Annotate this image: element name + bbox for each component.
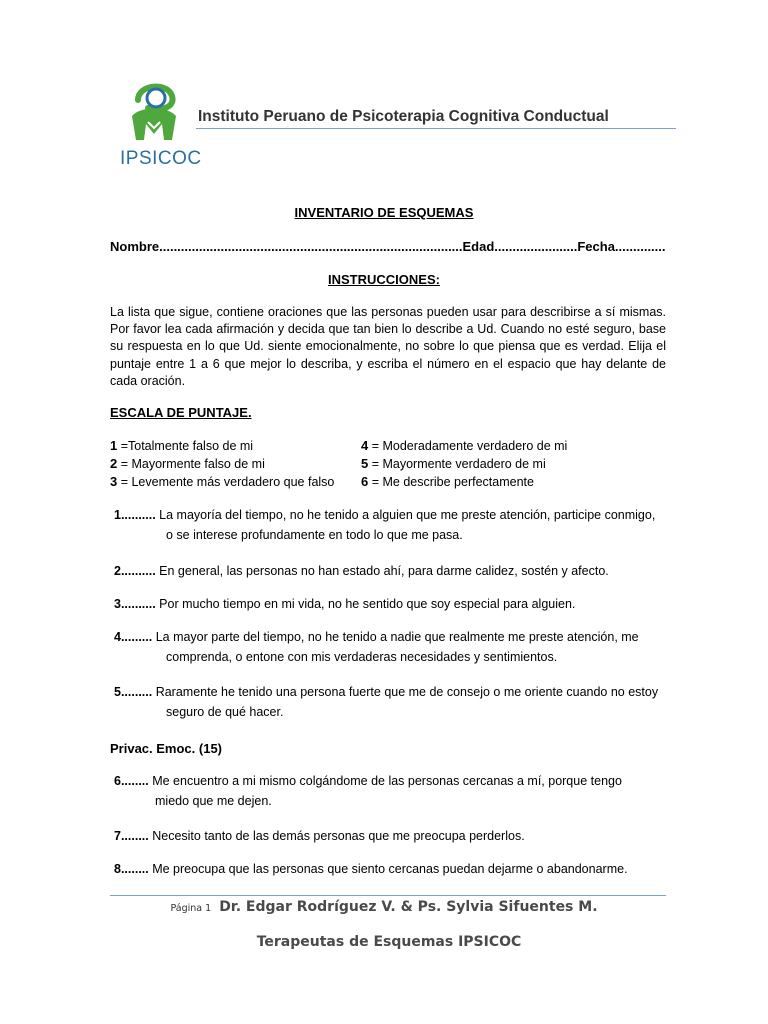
document-title: INVENTARIO DE ESQUEMAS [294,205,474,220]
logo-text: IPSICOC [120,148,202,169]
inventory-item: 2.......... En general, las personas no han estado ahí, para darme calidez, sostén y afecto. [114,564,609,578]
scale-right-column [361,437,567,491]
scale-entry: 1 =Totalmente falso de mi [110,438,254,453]
scale-left-column [110,437,334,491]
footer-authors [0,899,768,915]
inventory-item: 5......... Raramente he tenido una persona fuerte que me de consejo o me oriente cuando no estoy seguro de qué hacer. [114,685,659,719]
instructions-paragraph: La lista que sigue, contiene oraciones que las personas pueden usar para describirse a sí mismas. Por favor lea cada afirmación y decida que tan bien lo describe a Ud. Cuando no esté seguro, base su respuesta en lo que Ud. siente emocionalmente, no sobre lo que piensa que es verdad. Elija el puntaje entre 1 a 6 que mejor lo describa, y escriba el número en el espacio que hay delante de cada oración. [110,305,666,388]
institute-name: Instituto Peruano de Psicoterapia Cognitiva Conductual [198,108,609,125]
header-divider [196,128,676,129]
instructions-title: INSTRUCCIONES: [328,272,440,287]
ipsicoc-logo [108,78,228,174]
authors-text: Dr. Edgar Rodríguez V. & Ps. Sylvia Sifuentes M. [219,899,598,915]
section-label: Privac. Emoc. (15) [110,741,222,756]
logo-figure-icon [118,78,188,148]
inventory-item: 7........ Necesito tanto de las demás personas que me preocupa perderlos. [114,829,525,843]
scale-entry: 4 = Moderadamente verdadero de mi [361,438,568,453]
scale-entry: 3 = Levemente más verdadero que falso [110,474,335,489]
scale-title: ESCALA DE PUNTAJE. [110,405,252,420]
scale-entry: 5 = Mayormente verdadero de mi [361,456,546,471]
inventory-item: 1.......... La mayoría del tiempo, no he tenido a alguien que me preste atención, participe conmigo, o se interese profundamente en todo lo que me pasa. [114,508,656,542]
inventory-item: 4......... La mayor parte del tiempo, no he tenido a nadie que realmente me preste atención, me comprenda, o entone con mis verdaderas necesidades y sentimientos. [114,630,639,664]
footer-subtitle: Terapeutas de Esquemas IPSICOC [256,934,522,950]
scale-entry: 2 = Mayormente falso de mi [110,456,265,471]
inventory-item: 3.......... Por mucho tiempo en mi vida, no he sentido que soy especial para alguien. [114,597,576,611]
scale-entry: 6 = Me describe perfectamente [361,474,534,489]
inventory-item: 6........ Me encuentro a mi mismo colgándome de las personas cercanas a mí, porque tengo miedo que me dejen. [114,774,622,808]
page-number: Página 1 [170,903,212,914]
footer-divider [110,895,666,896]
fields-line: Nombre....................................................................................Edad.......................Fecha.............. [110,239,666,254]
inventory-item: 8........ Me preocupa que las personas que siento cercanas puedan dejarme o abandonarme. [114,862,628,876]
document-header [104,74,688,178]
